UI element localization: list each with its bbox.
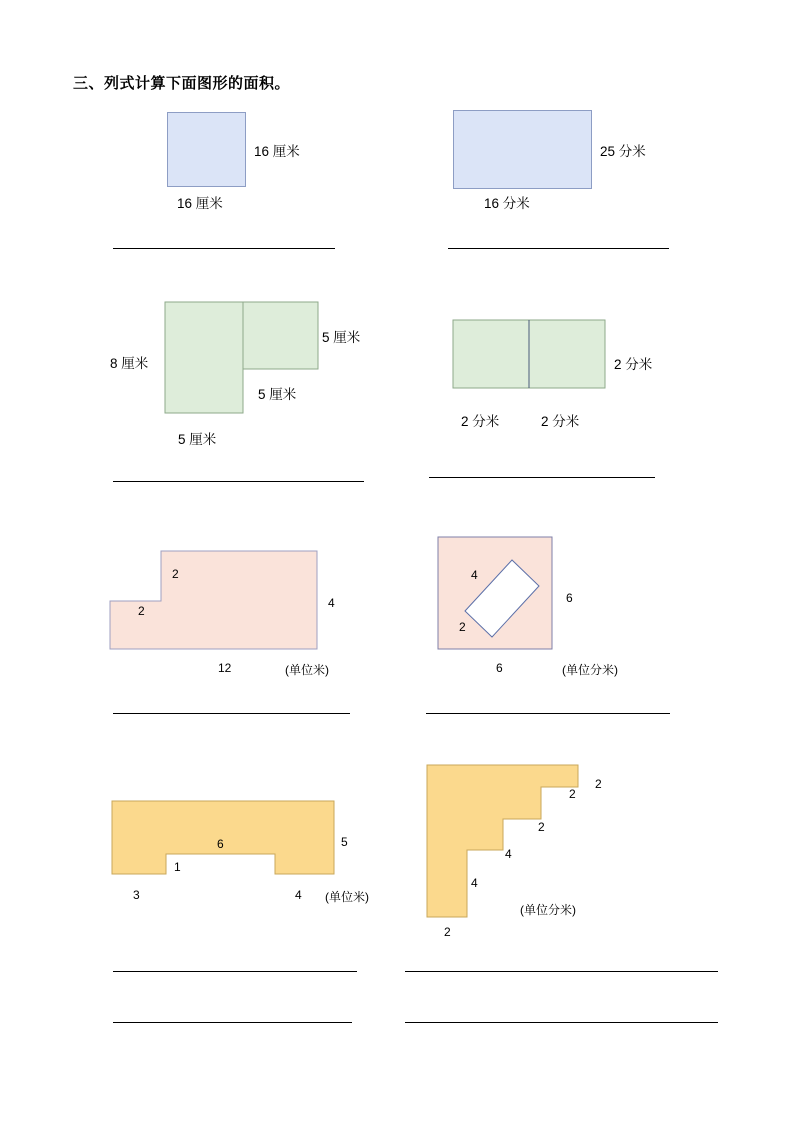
answer-line-8 — [113, 1022, 352, 1023]
shape-rectangle-blue — [453, 110, 592, 189]
p6-unit-label: (单位分米) — [562, 663, 618, 677]
p8-step2-bottom-label: 4 — [505, 847, 512, 861]
answer-line-2 — [448, 248, 669, 249]
answer-line-10 — [405, 1022, 718, 1023]
p6-bottom-label: 6 — [496, 661, 503, 675]
p4-bottom-left-label: 2 分米 — [461, 414, 500, 429]
p1-bottom-label: 16 厘米 — [177, 196, 223, 211]
p3-bottom-label: 5 厘米 — [178, 432, 217, 447]
p6-inner-short-label: 2 — [459, 620, 466, 634]
p2-bottom-label: 16 分米 — [484, 196, 530, 211]
shape-double-square-green — [453, 320, 608, 390]
answer-line-9 — [405, 971, 718, 972]
p5-unit-label: (单位米) — [285, 663, 329, 677]
p5-bottom-label: 12 — [218, 661, 232, 675]
p8-step2-label: 2 — [538, 820, 545, 834]
p7-unit-label: (单位米) — [325, 890, 369, 904]
p8-step3-bottom-label: 2 — [444, 925, 451, 939]
p5-right-label: 4 — [328, 596, 335, 610]
p6-inner-long-label: 4 — [471, 568, 478, 582]
p3-right-label: 5 厘米 — [322, 330, 361, 345]
shape-l-green — [165, 302, 335, 432]
p8-step3-label: 4 — [471, 876, 478, 890]
p8-unit-label: (单位分米) — [520, 903, 576, 917]
p7-bottom-right-label: 4 — [295, 888, 302, 902]
shape-square-with-tilted-rect — [438, 537, 563, 652]
p7-right-label: 5 — [341, 835, 348, 849]
p3-mid-label: 5 厘米 — [258, 387, 297, 402]
p1-right-label: 16 厘米 — [254, 144, 300, 159]
p7-top-notch-label: 6 — [217, 837, 224, 851]
answer-line-4 — [429, 477, 655, 478]
p2-right-label: 25 分米 — [600, 144, 646, 159]
answer-line-7 — [113, 971, 357, 972]
p4-bottom-right-label: 2 分米 — [541, 414, 580, 429]
answer-line-6 — [426, 713, 670, 714]
p7-bottom-left-label: 3 — [133, 888, 140, 902]
answer-line-3 — [113, 481, 364, 482]
shape-square-blue — [167, 112, 246, 187]
p8-step1-right-label: 2 — [595, 777, 602, 791]
p8-step1-label: 2 — [569, 787, 576, 801]
p4-right-label: 2 分米 — [614, 357, 653, 372]
p7-notch-depth-label: 1 — [174, 860, 181, 874]
p5-notch-left-label: 2 — [138, 604, 145, 618]
shape-notched-yellow — [112, 801, 347, 891]
p3-left-label: 8 厘米 — [110, 356, 149, 371]
answer-line-1 — [113, 248, 335, 249]
p6-right-label: 6 — [566, 591, 573, 605]
section-heading: 三、列式计算下面图形的面积。 — [73, 75, 291, 92]
answer-line-5 — [113, 713, 350, 714]
p5-notch-top-label: 2 — [172, 567, 179, 581]
